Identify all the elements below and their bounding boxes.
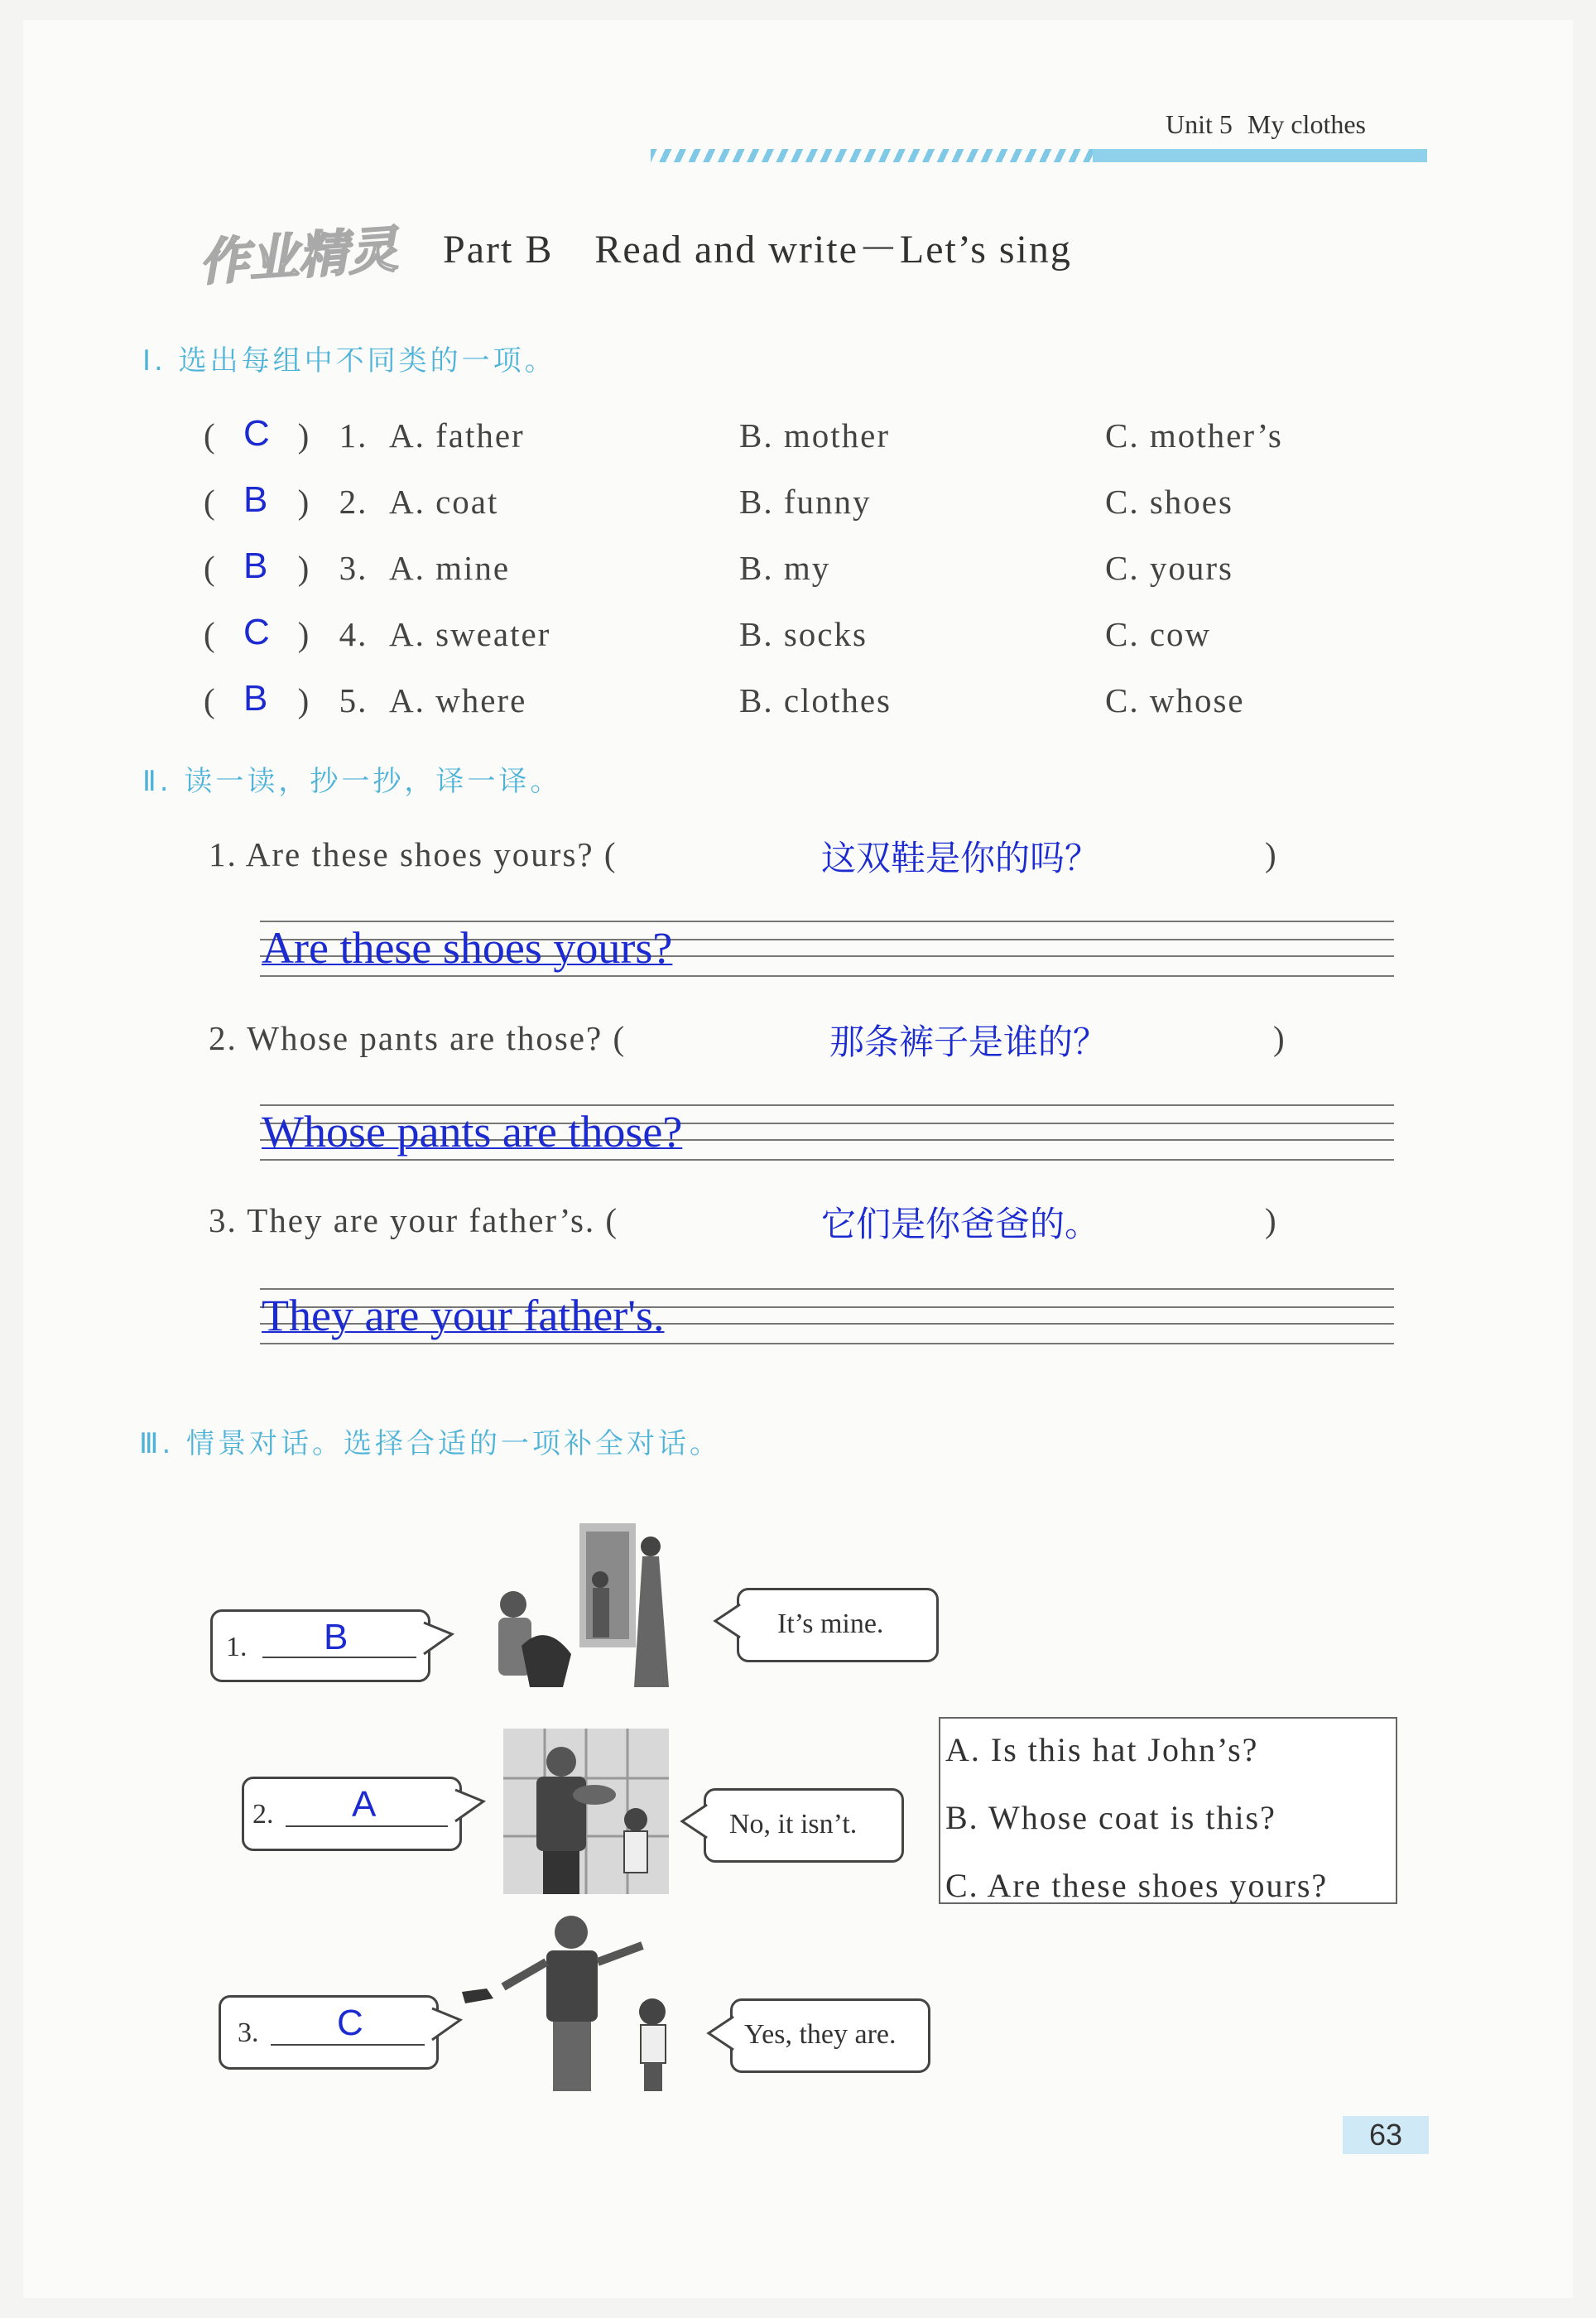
translation-answer: 那条裤子是谁的？ xyxy=(829,1022,1108,1062)
bubble-tail xyxy=(705,2010,735,2060)
section2-heading: Ⅱ. 读一读，抄一抄，译一译。 xyxy=(142,765,562,798)
option-a: A. sweater xyxy=(389,615,551,653)
dialog-number: 3. xyxy=(238,2017,259,2048)
reply-text: It’s mine. xyxy=(777,1609,884,1639)
option-b: B. funny xyxy=(739,483,872,521)
reply-bubble xyxy=(704,1788,904,1863)
dialog-answer: B xyxy=(324,1617,349,1657)
answer-choice: C xyxy=(243,612,272,652)
option-a: A. father xyxy=(389,416,525,454)
option-a: A. mine xyxy=(389,549,511,587)
part-title: Part B Read and write－Let’s sing xyxy=(443,228,1072,272)
question-bubble xyxy=(210,1609,430,1682)
option-b: B. socks xyxy=(739,615,868,653)
translation-answer: 这双鞋是你的吗？ xyxy=(821,838,1100,878)
reply-text: Yes, they are. xyxy=(744,2019,897,2050)
watermark-logo: 作业精灵 xyxy=(197,220,400,293)
option-c: C. mother’s xyxy=(1105,416,1283,454)
dialog-answer: A xyxy=(352,1784,377,1825)
answer-blank-line xyxy=(286,1825,448,1827)
option-a: A. where xyxy=(389,681,527,719)
header-stripe-solid xyxy=(1093,149,1427,162)
option-c: C. whose xyxy=(1105,681,1245,719)
list-item: ( B ) 5. xyxy=(204,678,368,719)
list-item: ( C ) 1. xyxy=(204,413,368,454)
bubble-tail xyxy=(679,1798,709,1848)
option-b: B. mother xyxy=(739,416,890,454)
bubble-tail xyxy=(422,1614,455,1664)
page-number: 63 xyxy=(1343,2116,1429,2154)
sentence-prompt: 3. They are your father’s. ( xyxy=(209,1201,619,1239)
reply-bubble xyxy=(737,1588,939,1662)
copy-answer: They are your father's. xyxy=(262,1291,665,1340)
unit-title: My clothes xyxy=(1247,109,1366,139)
option-item: C. Are these shoes yours? xyxy=(945,1867,1329,1904)
list-item: ( B ) 2. xyxy=(204,479,368,521)
close-paren: ) xyxy=(1265,835,1278,873)
option-b: B. clothes xyxy=(739,681,892,719)
scene-illustration-2 xyxy=(503,1729,669,1894)
reply-bubble xyxy=(730,1998,930,2073)
options-box xyxy=(939,1717,1397,1904)
answer-choice: B xyxy=(243,479,270,520)
question-bubble xyxy=(219,1995,439,2070)
answer-choice: B xyxy=(243,678,270,719)
option-c: C. cow xyxy=(1105,615,1212,653)
dialog-number: 1. xyxy=(226,1632,248,1662)
sentence-prompt: 1. Are these shoes yours? ( xyxy=(209,835,618,873)
copy-answer: Whose pants are those? xyxy=(262,1107,683,1157)
list-item: ( C ) 4. xyxy=(204,612,368,653)
dialog-number: 2. xyxy=(252,1799,274,1830)
option-item: B. Whose coat is this? xyxy=(945,1799,1276,1836)
close-paren: ) xyxy=(1273,1019,1286,1057)
close-paren: ) xyxy=(1265,1201,1278,1239)
translation-answer: 它们是你爸爸的。 xyxy=(821,1204,1100,1244)
section3-heading: Ⅲ. 情景对话。选择合适的一项补全对话。 xyxy=(139,1427,722,1460)
option-c: C. shoes xyxy=(1105,483,1233,521)
option-a: A. coat xyxy=(389,483,499,521)
question-bubble xyxy=(242,1777,462,1851)
option-b: B. my xyxy=(739,549,831,587)
scene-illustration-1 xyxy=(480,1522,687,1697)
bubble-tail xyxy=(712,1598,742,1647)
reply-text: No, it isn’t. xyxy=(729,1809,858,1839)
copy-answer: Are these shoes yours? xyxy=(262,923,673,973)
unit-header xyxy=(1166,109,1366,140)
list-item: ( B ) 3. xyxy=(204,546,368,587)
answer-choice: B xyxy=(243,546,270,586)
option-item: A. Is this hat John’s? xyxy=(945,1731,1259,1768)
dialog-answer: C xyxy=(337,2003,363,2043)
bubble-tail xyxy=(454,1782,487,1831)
sentence-prompt: 2. Whose pants are those? ( xyxy=(209,1019,627,1057)
section1-heading: Ⅰ. 选出每组中不同类的一项。 xyxy=(142,344,556,378)
option-c: C. yours xyxy=(1105,549,1233,587)
unit-number: Unit 5 xyxy=(1166,109,1233,139)
answer-blank-line xyxy=(271,2044,425,2046)
scene-illustration-3 xyxy=(454,1912,694,2094)
answer-choice: C xyxy=(243,413,272,454)
